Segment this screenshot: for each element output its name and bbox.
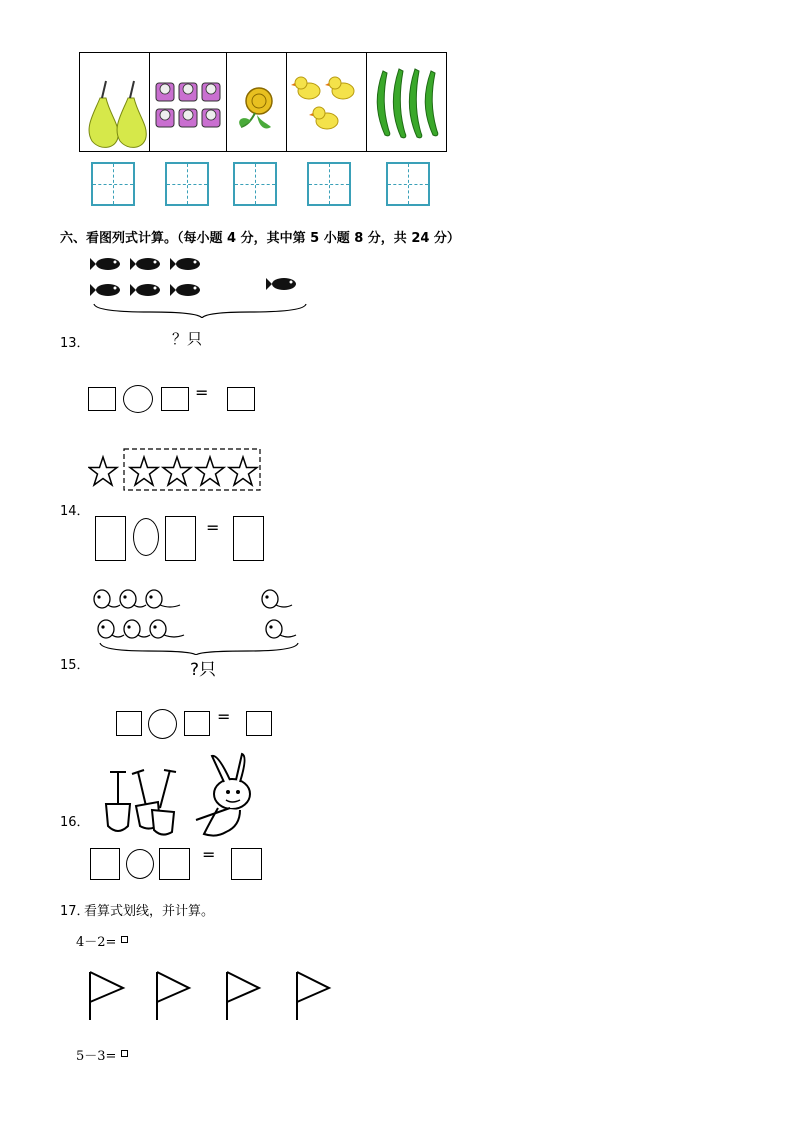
question-14-number: 14． <box>60 504 90 519</box>
tadpole-image <box>88 583 303 655</box>
chick-cell <box>287 53 367 151</box>
star-image <box>88 447 263 493</box>
q16-blank-result[interactable] <box>231 848 262 880</box>
q14-blank-2[interactable] <box>165 516 196 561</box>
q16-blank-1[interactable] <box>90 848 120 880</box>
q13-blank-result[interactable] <box>227 387 255 411</box>
q13-blank-1[interactable] <box>88 387 116 411</box>
q17-equation-2: 5－3= <box>76 1049 117 1064</box>
cup-image <box>150 53 227 151</box>
cucumber-cell <box>367 53 446 151</box>
q14-operator-circle[interactable] <box>133 518 159 556</box>
chick-image <box>287 53 367 151</box>
question-15-number: 15． <box>60 658 90 673</box>
q17-equation-1-blank[interactable] <box>121 936 128 943</box>
q14-blank-result[interactable] <box>233 516 264 561</box>
picture-table <box>79 52 447 152</box>
q15-blank-result[interactable] <box>246 711 272 736</box>
q14-equals: = <box>206 518 220 537</box>
question-17-instruction: 看算式划线，并计算。 <box>84 904 215 919</box>
question-13-number: 13． <box>60 336 90 351</box>
pear-image <box>80 53 150 151</box>
question-17-number: 17． <box>60 904 90 919</box>
q15-operator-circle[interactable] <box>148 709 177 739</box>
q13-blank-2[interactable] <box>161 387 189 411</box>
q15-equals: = <box>217 707 231 726</box>
answer-box-2[interactable] <box>165 162 209 206</box>
cucumber-image <box>367 53 446 151</box>
q15-blank-2[interactable] <box>184 711 210 736</box>
answer-box-4[interactable] <box>307 162 351 206</box>
q13-equals: = <box>195 383 209 402</box>
q17-equation-1: 4－2= <box>76 935 117 950</box>
q15-blank-1[interactable] <box>116 711 142 736</box>
question-15-brace-label: ?只 <box>190 660 217 680</box>
question-13-brace-label: ？只 <box>172 330 203 348</box>
cup-cell <box>150 53 227 151</box>
section-heading: 六、看图列式计算。（每小题 4 分，其中第 5 小题 8 分，共 24 分） <box>60 231 460 246</box>
q16-blank-2[interactable] <box>159 848 190 880</box>
answer-box-5[interactable] <box>386 162 430 206</box>
flags-image <box>85 968 335 1024</box>
q16-operator-circle[interactable] <box>126 849 154 879</box>
fish-image <box>90 248 315 318</box>
q13-operator-circle[interactable] <box>123 385 153 413</box>
flower-image <box>227 53 287 151</box>
rabbit-shovel-image <box>100 752 260 844</box>
q17-equation-2-blank[interactable] <box>121 1050 128 1057</box>
flower-cell <box>227 53 287 151</box>
answer-box-1[interactable] <box>91 162 135 206</box>
pear-cell <box>80 53 150 151</box>
answer-box-3[interactable] <box>233 162 277 206</box>
q14-blank-1[interactable] <box>95 516 126 561</box>
question-16-number: 16． <box>60 815 90 830</box>
q16-equals: = <box>202 845 216 864</box>
